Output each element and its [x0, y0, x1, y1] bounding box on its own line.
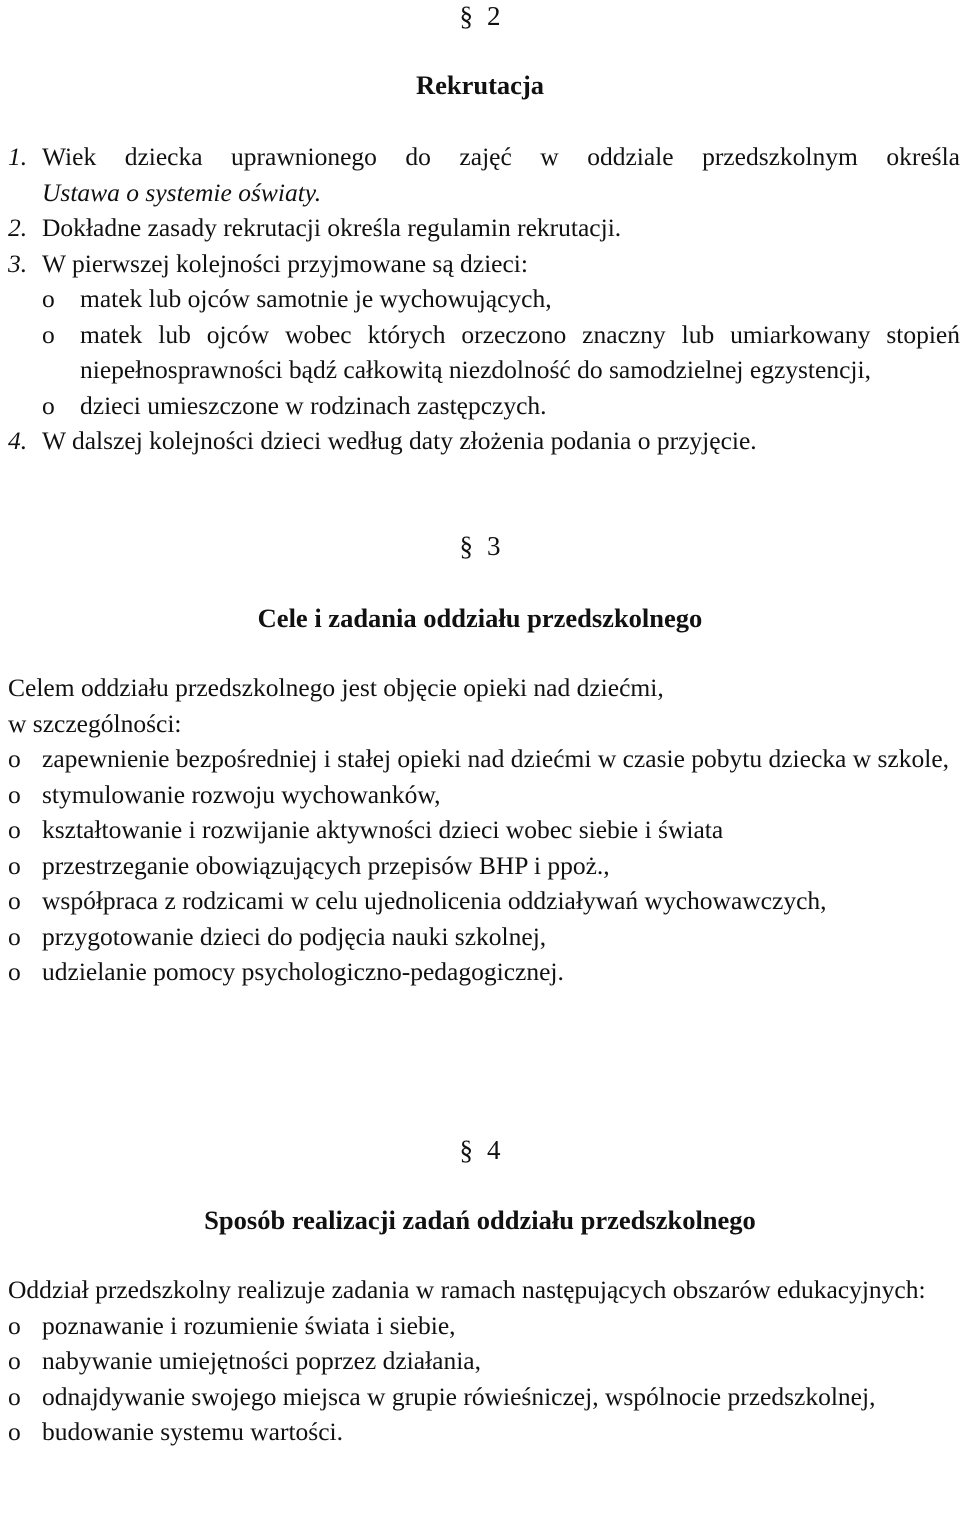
item-text: dzieci umieszczone w rodzinach zastępczych.: [80, 390, 547, 420]
item-text: współpraca z rodzicami w celu ujednolicenia oddziaływań wychowawczych,: [42, 886, 827, 915]
item-text: udzielanie pomocy psychologiczno-pedagogicznej.: [42, 957, 564, 986]
item-number: 3.: [8, 248, 28, 278]
intro-text: Celem oddziału przedszkolnego jest objęcie opieki nad dziećmi,: [8, 673, 664, 702]
section-number: 4: [487, 1135, 501, 1165]
list-item: [8, 246, 960, 282]
list-item: [8, 919, 960, 955]
bullet-marker: o: [8, 1346, 21, 1375]
bullet-marker: o: [8, 744, 21, 773]
list-item: [8, 1414, 960, 1450]
list-item: [8, 423, 960, 459]
list-item: [8, 812, 960, 848]
goals-list: [8, 670, 960, 990]
item-text: Wiek dziecka uprawnionego do zajęć w oddziale przedszkolnym określa: [42, 142, 960, 171]
item-text: zapewnienie bezpośredniej i stałej opieki nad dziećmi w czasie pobytu dziecka w szkole,: [42, 744, 950, 773]
section-2-title: Rekrutacja: [415, 70, 545, 100]
bullet-marker: o: [8, 886, 21, 915]
item-text: poznawanie i rozumienie świata i siebie,: [42, 1310, 456, 1340]
item-text: kształtowanie i rozwijanie aktywności dzieci wobec siebie i świata: [42, 815, 724, 844]
intro-text: w szczególności:: [8, 708, 182, 738]
bullet-marker: o: [8, 957, 21, 986]
item-text: matek lub ojców samotnie je wychowujących,: [80, 284, 552, 313]
item-text: budowanie systemu wartości.: [42, 1417, 343, 1446]
list-item: [8, 741, 960, 777]
item-text-italic: Ustawa o systemie oświaty.: [42, 177, 322, 207]
item-number: 1.: [8, 142, 28, 171]
item-number: 4.: [8, 426, 28, 455]
bullet-marker: o: [42, 319, 55, 349]
item-text: przygotowanie dzieci do podjęcia nauki szkolnej,: [42, 921, 547, 951]
bullet-marker: o: [8, 779, 21, 809]
item-text: przestrzeganie obowiązujących przepisów BHP i ppoż.,: [42, 850, 610, 880]
section-symbol: §: [459, 531, 473, 561]
bullet-marker: o: [8, 815, 21, 844]
item-text: matek lub ojców wobec których orzeczono znaczny lub umiarkowany stopień niepełnosprawności bądź całkowitą niezdolność do samodzielnej egzystencji,: [80, 319, 960, 384]
areas-list: [8, 1272, 960, 1450]
item-text: stymulowanie rozwoju wychowanków,: [42, 779, 441, 809]
recruitment-list: [8, 139, 960, 459]
list-item: [8, 210, 960, 246]
bullet-marker: o: [8, 1417, 21, 1446]
sub-list-item: [8, 281, 960, 317]
sub-list-item: [8, 388, 960, 424]
item-text: odnajdywanie swojego miejsca w grupie rówieśniczej, wspólnocie przedszkolnej,: [42, 1381, 876, 1411]
item-text: W dalszej kolejności dzieci według daty złożenia podania o przyjęcie.: [42, 426, 757, 455]
intro-text: Oddział przedszkolny realizuje zadania w ramach następujących obszarów edukacyjnych:: [8, 1275, 926, 1304]
list-item: [8, 848, 960, 884]
section-4-number: [0, 1134, 960, 1166]
item-text: nabywanie umiejętności poprzez działania,: [42, 1346, 481, 1375]
bullet-marker: o: [8, 921, 21, 951]
section-number: 3: [487, 531, 501, 561]
section-symbol: §: [459, 1, 473, 31]
item-number: 2.: [8, 213, 28, 242]
sub-list-item: [8, 317, 960, 388]
section-2-number: [0, 0, 960, 32]
list-item: [8, 1308, 960, 1344]
bullet-marker: o: [8, 850, 21, 880]
section-4-title: Sposób realizacji zadań oddziału przedszkolnego: [204, 1205, 756, 1235]
bullet-marker: o: [8, 1381, 21, 1411]
section-symbol: §: [459, 1135, 473, 1165]
list-item: [8, 777, 960, 813]
bullet-marker: o: [42, 284, 55, 313]
bullet-marker: o: [8, 1310, 21, 1340]
section-3-number: [0, 530, 960, 562]
item-text: W pierwszej kolejności przyjmowane są dzieci:: [42, 248, 528, 278]
list-item: [8, 883, 960, 919]
list-item: [8, 139, 960, 210]
section-number: 2: [487, 1, 501, 31]
list-item: [8, 954, 960, 990]
list-item: [8, 1379, 960, 1415]
bullet-marker: o: [42, 390, 55, 420]
section-3-title: Cele i zadania oddziału przedszkolnego: [257, 603, 703, 633]
list-item: [8, 1343, 960, 1379]
item-text: Dokładne zasady rekrutacji określa regulamin rekrutacji.: [42, 213, 622, 242]
